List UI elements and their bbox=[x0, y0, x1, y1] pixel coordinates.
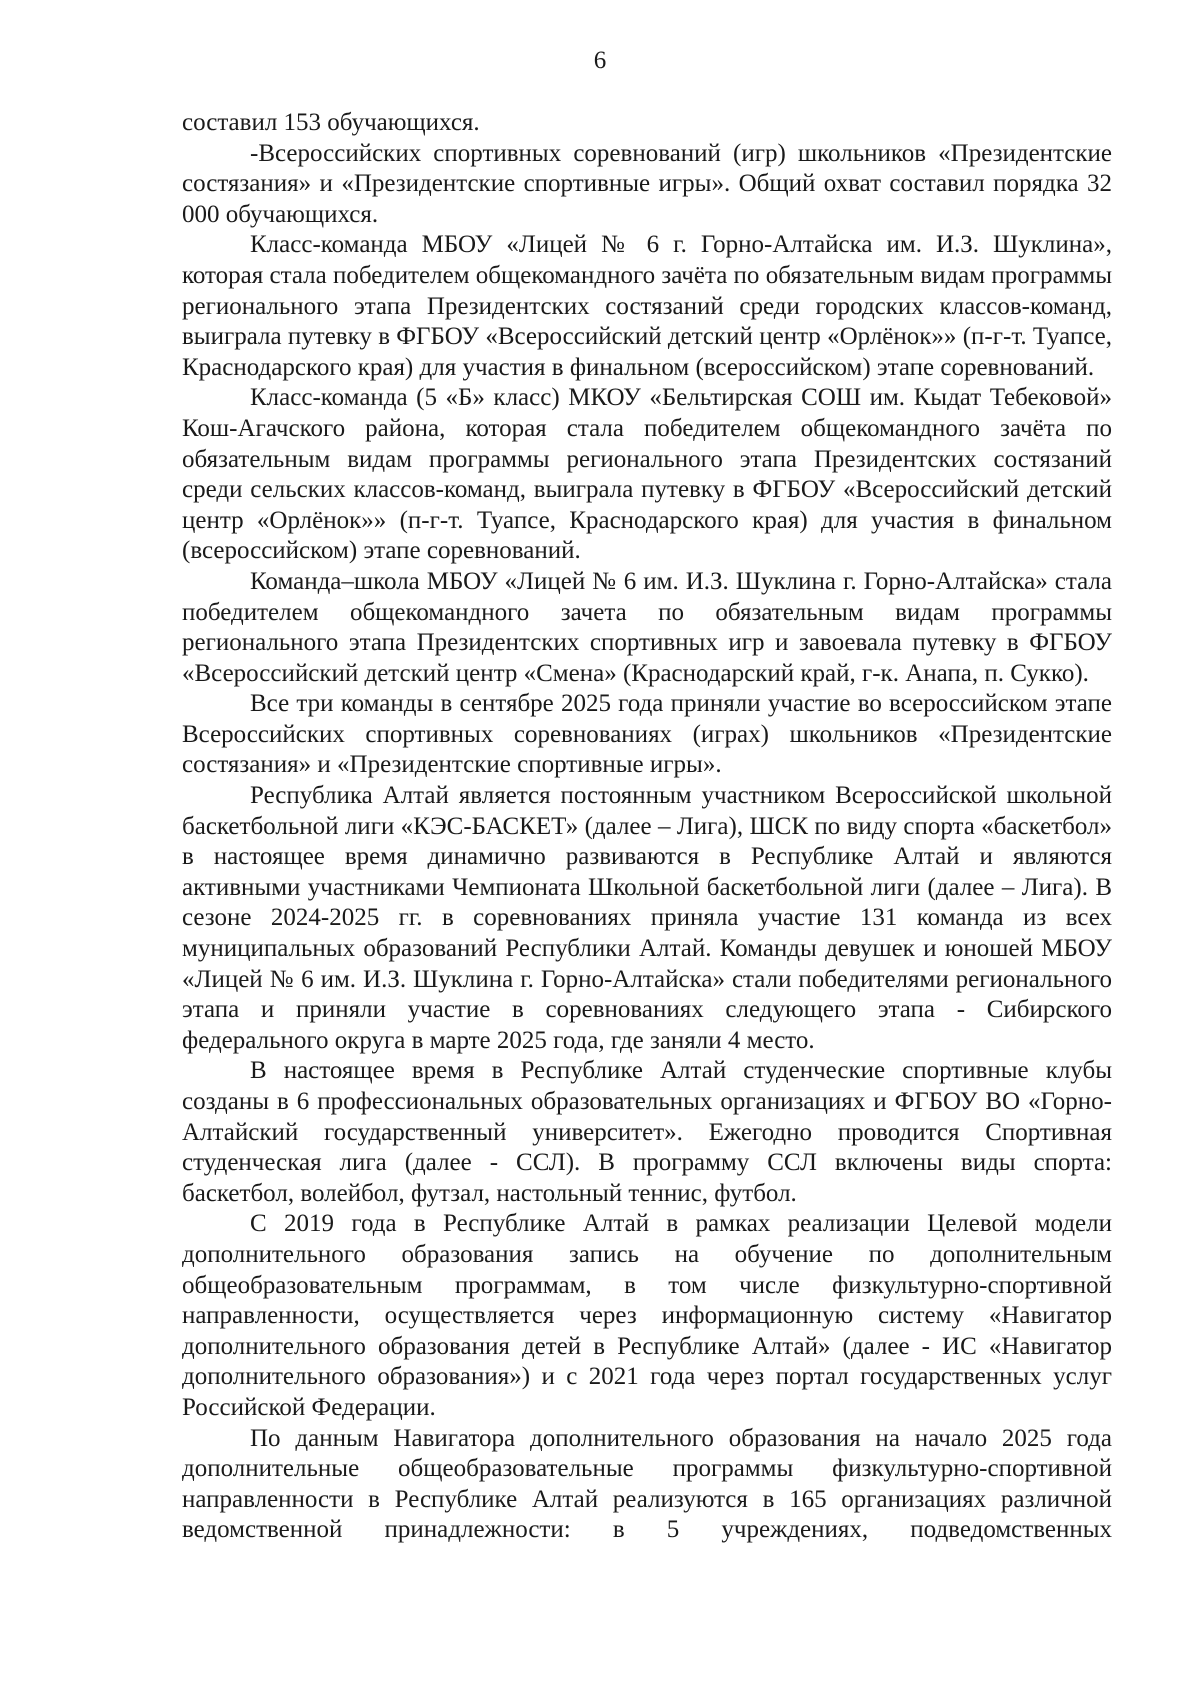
paragraph-3: Класс-команда МБОУ «Лицей № 6 г. Горно-Алтайска им. И.З. Шуклина», которая стала победителем общекомандного зачёта по обязательным видам программы регионального этапа Президентских состязаний среди городских классов-команд, выиграла путевку в ФГБОУ «Всероссийский детский центр «Орлёнок»» (п-г-т. Туапсе, Краснодарского края) для участия в финальном (всероссийском) этапе соревнований. bbox=[182, 231, 1112, 381]
paragraph-4: Класс-команда (5 «Б» класс) МКОУ «Бельтирская СОШ им. Кыдат Тебековой» Кош-Агачского района, которая стала победителем общекомандного зачёта по обязательным видам программы регионального этапа Президентских состязаний среди сельских классов-команд, выиграла путевку в ФГБОУ «Всероссийский детский центр «Орлёнок»» (п-г-т. Туапсе, Краснодарского края) для участия в финальном (всероссийском) этапе соревнований. bbox=[182, 384, 1112, 565]
paragraph-5: Команда–школа МБОУ «Лицей № 6 им. И.З. Шуклина г. Горно-Алтайска» стала победителем общекомандного зачета по обязательным видам программы регионального этапа Президентских спортивных игр и завоевала путевку в ФГБОУ «Всероссийский детский центр «Смена» (Краснодарский край, г-к. Анапа, п. Сукко). bbox=[182, 567, 1112, 687]
paragraph-10: По данным Навигатора дополнительного образования на начало 2025 года дополнительные общеобразовательные программы физкультурно-спортивной направленности в Республике Алтай реализуются в 165 организациях различной ведомственной принадлежности: в 5 учреждениях, подведомственных bbox=[182, 1424, 1112, 1544]
paragraph-1: составил 153 обучающихся. bbox=[182, 109, 480, 136]
paragraph-7: Республика Алтай является постоянным участником Всероссийской школьной баскетбольной лиги «КЭС-БАСКЕТ» (далее – Лига), ШСК по виду спорта «баскетбол» в настоящее время динамично развиваются в Республике Алтай и являются активными участниками Чемпионата Школьной баскетбольной лиги (далее – Лига). В сезоне 2024-2025 гг. в соревнованиях приняла участие 131 команда из всех муниципальных образований Республики Алтай. Команды девушек и юношей МБОУ «Лицей № 6 им. И.З. Шуклина г. Горно-Алтайска» стали победителями регионального этапа и приняли участие в соревнованиях следующего этапа - Сибирского федерального округа в марте 2025 года, где заняли 4 место. bbox=[182, 782, 1112, 1054]
paragraph-6: Все три команды в сентябре 2025 года приняли участие во всероссийском этапе Всероссийских спортивных соревнованиях (играх) школьников «Президентские состязания» и «Президентские спортивные игры». bbox=[182, 690, 1112, 779]
paragraph-2: -Всероссийских спортивных соревнований (игр) школьников «Президентские состязания» и «Президентские спортивные игры». Общий охват составил порядка 32 000 обучающихся. bbox=[182, 139, 1112, 228]
page-number: 6 bbox=[593, 47, 607, 74]
paragraph-9: С 2019 года в Республике Алтай в рамках реализации Целевой модели дополнительного образования запись на обучение по дополнительным общеобразовательным программам, в том числе физкультурно-спортивной направленности, осуществляется через информационную систему «Навигатор дополнительного образования детей в Республике Алтай» (далее - ИС «Навигатор дополнительного образования») и с 2021 года через портал государственных услуг Российской Федерации. bbox=[182, 1210, 1112, 1421]
document-body bbox=[182, 108, 1112, 1546]
paragraph-8: В настоящее время в Республике Алтай студенческие спортивные клубы созданы в 6 профессиональных образовательных организациях и ФГБОУ ВО «Горно-Алтайский государственный университет». Ежегодно проводится Спортивная студенческая лига (далее - ССЛ). В программу ССЛ включены виды спорта: баскетбол, волейбол, футзал, настольный теннис, футбол. bbox=[182, 1057, 1112, 1207]
